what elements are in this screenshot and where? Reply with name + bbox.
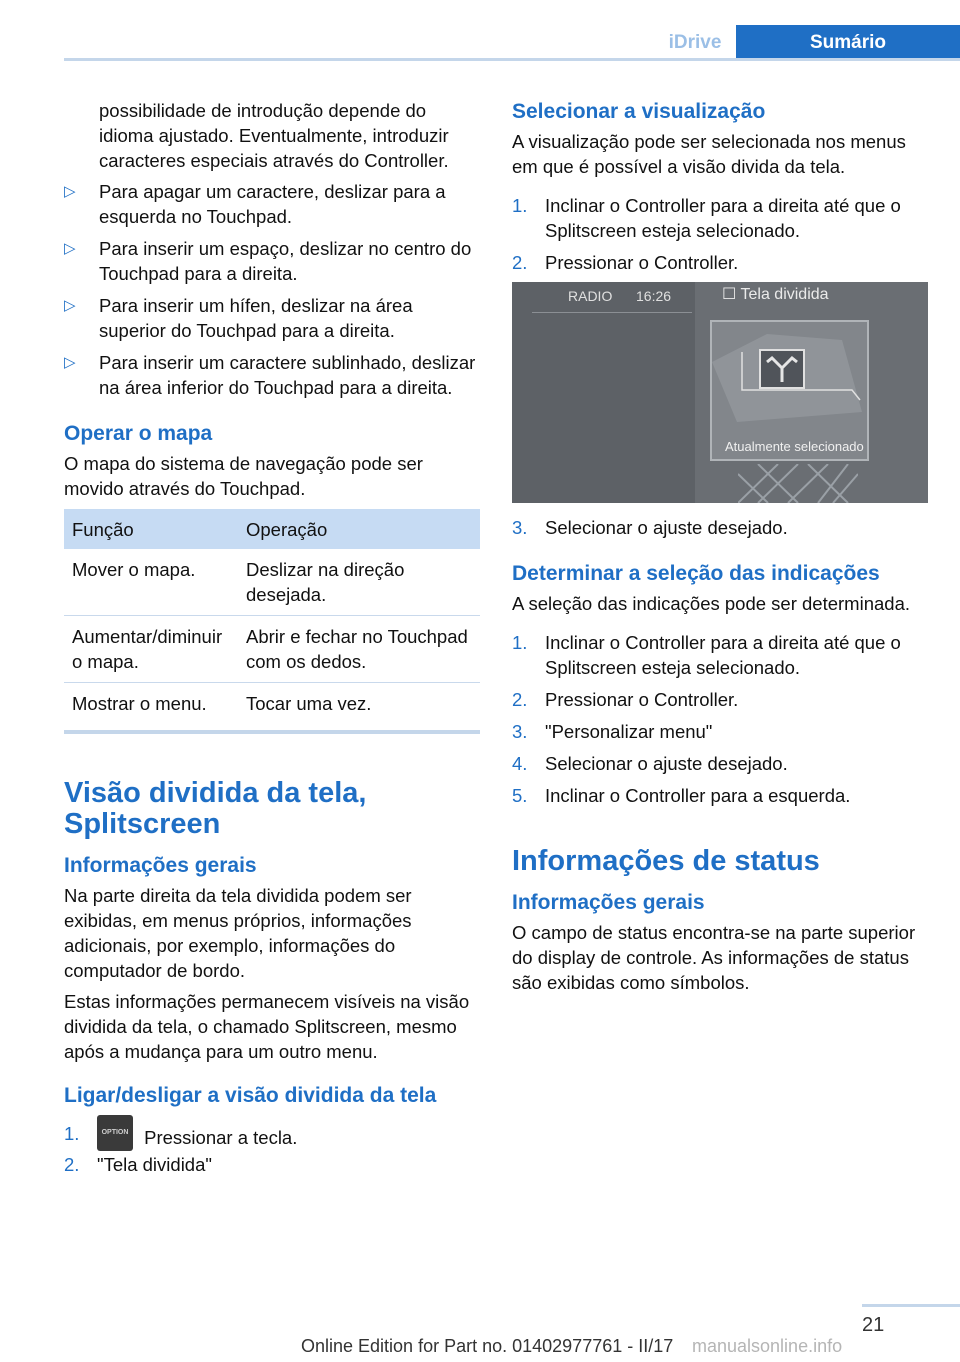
list-item-text: "Tela dividida"	[97, 1154, 212, 1175]
list-item	[512, 687, 928, 712]
list-item	[512, 630, 928, 680]
subheading-status-general: Informações gerais	[512, 891, 705, 914]
step-number: 3.	[512, 721, 528, 742]
step-number: 2.	[512, 689, 528, 710]
top-navigation	[64, 25, 960, 61]
list-item	[64, 179, 482, 229]
screen-title: ☐ Tela dividida	[722, 286, 829, 303]
list-item-text: Para inserir um caractere sublinhado, deslizar na área inferior do Touchpad para a direita.	[99, 352, 476, 398]
list-item	[512, 515, 928, 540]
section-heading-map: Operar o mapa	[64, 422, 213, 445]
list-item	[64, 350, 482, 400]
left-column	[64, 98, 482, 1184]
splitscreen-paragraph-1: Na parte direita da tela dividida podem ser exibidas, em menus próprios, informações adicionais, por exemplo, informações do computador de bordo.	[64, 885, 412, 981]
triangle-bullet-icon: ▷	[64, 354, 76, 371]
indications-paragraph: A seleção das indicações pode ser determinada.	[512, 593, 911, 614]
list-item-text: Para inserir um espaço, deslizar no centro do Touchpad para a direita.	[99, 238, 472, 284]
map-operations-table	[64, 509, 480, 724]
table-cell: Deslizar na direção desejada.	[238, 549, 480, 616]
screen-divider	[532, 312, 692, 313]
list-item-text: Para apagar um caractere, deslizar para a esquerda no Touchpad.	[99, 181, 446, 227]
table-cell: Abrir e fechar no Touchpad com os dedos.	[238, 616, 480, 683]
table-row	[64, 616, 480, 683]
subheading-general-info: Informações gerais	[64, 854, 257, 877]
list-item-text: Selecionar o ajuste desejado.	[545, 753, 788, 774]
section-heading-status: Informações de status	[512, 845, 820, 877]
section-heading-view: Selecionar a visualização	[512, 100, 766, 123]
subheading-toggle-split: Ligar/desligar a visão dividida da tela	[64, 1084, 437, 1107]
list-item	[512, 783, 928, 808]
screen-radio-label: RADIO	[568, 288, 613, 304]
table-header-row	[64, 509, 480, 549]
table-row	[64, 683, 480, 725]
step-number: 1.	[64, 1123, 80, 1144]
list-item	[512, 193, 928, 243]
list-item-text: Inclinar o Controller para a direita até que o Splitscreen esteja selecionado.	[545, 632, 901, 678]
list-item	[64, 236, 482, 286]
section-heading-splitscreen: Visão dividida da tela, Splitscreen	[64, 777, 367, 840]
splitscreen-paragraph-2: Estas informações permanecem visíveis na visão dividida da tela, o chamado Splitscreen, mesmo após a mudança para um outro menu.	[64, 991, 470, 1062]
triangle-bullet-icon: ▷	[64, 183, 76, 200]
edition-note: Online Edition for Part no. 01402977761 - II/17	[301, 1336, 674, 1356]
footer-rule	[862, 1304, 960, 1307]
screen-pattern	[738, 464, 858, 503]
header-rule	[64, 58, 960, 61]
table-cell: Aumentar/diminuir o mapa.	[64, 616, 238, 683]
table-cell: Tocar uma vez.	[246, 693, 372, 714]
list-item-text: Pressionar a tecla.	[144, 1126, 298, 1148]
screen-title-text: Tela dividida	[740, 286, 829, 303]
step-number: 1.	[512, 195, 528, 216]
screen-caption: Atualmente selecionado	[725, 439, 864, 454]
triangle-bullet-icon: ▷	[64, 240, 76, 257]
table-header-operacao: Operação	[238, 509, 480, 549]
table-row	[64, 549, 480, 616]
list-item-text: Selecionar o ajuste desejado.	[545, 517, 788, 538]
status-paragraph: O campo de status encontra-se na parte superior do display de controle. As informações de status são exibidas como símbolos.	[512, 922, 916, 993]
step-number: 2.	[512, 252, 528, 273]
list-item	[512, 719, 928, 744]
right-column	[512, 98, 928, 1001]
watermark: manualsonline.info	[692, 1336, 843, 1356]
step-number: 3.	[512, 517, 528, 538]
page-number: 21	[862, 1314, 885, 1336]
list-item	[64, 1152, 482, 1177]
list-item-text: Para inserir um hífen, deslizar na área superior do Touchpad para a direita.	[99, 295, 413, 341]
step-number: 5.	[512, 785, 528, 806]
table-cell: Mover o mapa.	[64, 549, 238, 616]
screen-clock: 16:26	[636, 288, 672, 304]
list-item-text: "Personalizar menu"	[545, 721, 713, 742]
tab-idrive[interactable]: iDrive	[668, 32, 722, 53]
list-item	[512, 751, 928, 776]
splitscreen-display-image	[512, 282, 928, 503]
triangle-bullet-icon: ▷	[64, 297, 76, 314]
tab-sumario[interactable]: Sumário	[736, 25, 960, 61]
view-paragraph: A visualização pode ser selecionada nos menus em que é possível a visão divida da tela.	[512, 131, 906, 177]
navigation-arrow-icon	[712, 322, 867, 437]
list-item-text: Pressionar o Controller.	[545, 689, 739, 710]
table-header-funcao: Função	[64, 509, 238, 549]
table-cell: Mostrar o menu.	[72, 693, 207, 714]
list-item	[64, 293, 482, 343]
option-key-icon: OPTION	[97, 1115, 133, 1151]
table-end-rule	[64, 730, 480, 734]
list-item-text: Inclinar o Controller para a direita até que o Splitscreen esteja selecionado.	[545, 195, 901, 241]
list-item	[512, 250, 928, 275]
list-item-text: Pressionar o Controller.	[545, 252, 739, 273]
step-number: 2.	[64, 1154, 80, 1175]
map-paragraph: O mapa do sistema de navegação pode ser movido através do Touchpad.	[64, 453, 423, 499]
section-heading-indications: Determinar a seleção das indicações	[512, 562, 880, 585]
list-item-text: Inclinar o Controller para a esquerda.	[545, 785, 851, 806]
step-number: 4.	[512, 753, 528, 774]
step-number: 1.	[512, 632, 528, 653]
continued-paragraph: possibilidade de introdução depende do idioma ajustado. Eventualmente, introduzir caracteres especiais através do Controller.	[99, 100, 449, 171]
